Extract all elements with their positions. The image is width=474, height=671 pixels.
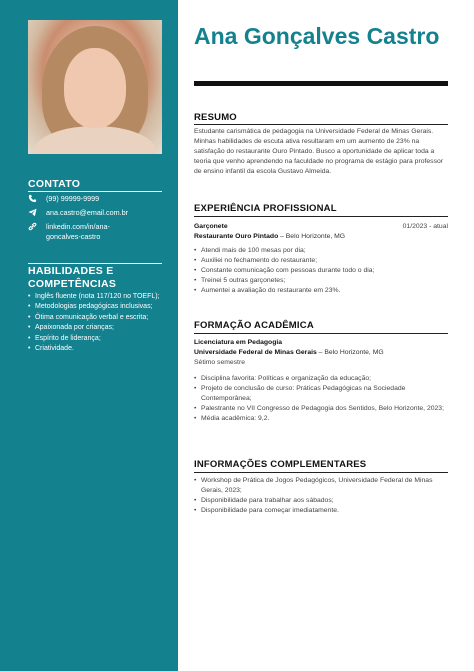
list-item: • Criatividade. xyxy=(28,344,173,354)
skills-title: HABILIDADES E COMPETÊNCIAS xyxy=(28,265,117,290)
section-divider xyxy=(194,333,448,334)
list-item: • Disponibilidade para trabalhar aos sábados; xyxy=(194,496,448,506)
contact-email[interactable] xyxy=(28,208,168,218)
list-item: • Disponibilidade para começar imediatamente. xyxy=(194,506,448,516)
section-title-complementares: INFORMAÇÕES COMPLEMENTARES xyxy=(194,459,367,470)
contact-phone xyxy=(28,194,168,204)
list-item: • Ótima comunicação verbal e escrita; xyxy=(28,313,173,323)
resumo-text: Estudante carismática de pedagogia na Universidade Federal de Minas Gerais. Minhas habilidades de escuta ativa resultaram em um aumento de 23% na satisfação do restaurante Ouro Pintado. Busco a oportunidade de aplicar toda a teoria que venho aprendendo na faculdade no programa de estágio para professor de ensino infantil da escola Gustavo Almeida. xyxy=(194,128,444,175)
list-item: • Apaixonada por crianças; xyxy=(28,323,173,333)
list-item: • Atendi mais de 100 mesas por dia; xyxy=(194,246,448,256)
candidate-name: Ana Gonçalves Castro xyxy=(194,23,440,49)
complementary-bullets xyxy=(194,476,448,516)
section-divider xyxy=(194,216,448,217)
contact-title: CONTATO xyxy=(28,178,81,190)
experience-bullets xyxy=(194,246,448,296)
contact-linkedin-text[interactable]: linkedin.com/in/ana-goncalves-castro xyxy=(46,222,110,241)
skills-list xyxy=(28,292,173,354)
list-item: • Espírito de liderança; xyxy=(28,334,173,344)
list-item: • Média acadêmica: 9,2. xyxy=(194,414,448,424)
semester: Sétimo semestre xyxy=(194,359,245,366)
list-item: • Treinei 5 outras garçonetes; xyxy=(194,276,448,286)
list-item: • Palestrante no VII Congresso de Pedagogia dos Sentidos, Belo Horizonte, 2023; xyxy=(194,404,448,414)
list-item: • Workshop de Prática de Jogos Pedagógicos, Universidade Federal de Minas Gerais, 2023; xyxy=(194,476,448,496)
contact-linkedin[interactable] xyxy=(28,222,168,242)
contact-email-text[interactable]: ana.castro@email.com.br xyxy=(46,208,128,217)
section-title-resumo: RESUMO xyxy=(194,112,237,123)
degree: Licenciatura em Pedagogia xyxy=(194,339,283,346)
list-item: • Metodologias pedagógicas inclusivas; xyxy=(28,302,173,312)
section-title-formacao: FORMAÇÃO ACADÊMICA xyxy=(194,320,314,331)
sidebar xyxy=(0,0,178,671)
link-icon xyxy=(28,222,40,231)
paper-plane-icon xyxy=(28,208,40,217)
list-item: • Inglês fluente (nota 117/120 no TOEFL); xyxy=(28,292,173,302)
school: Universidade Federal de Minas Gerais – Belo Horizonte, MG xyxy=(194,349,384,356)
name-underline xyxy=(194,81,448,86)
contact-phone-text: (99) 99999-9999 xyxy=(46,194,100,203)
list-item: • Constante comunicação com pessoas durante todo o dia; xyxy=(194,266,448,276)
job-employer: Restaurante Ouro Pintado – Belo Horizonte, MG xyxy=(194,233,346,240)
list-item: • Disciplina favorita: Políticas e organização da educação; xyxy=(194,374,448,384)
list-item: • Auxiliei no fechamento do restaurante; xyxy=(194,256,448,266)
job-role: Garçonete xyxy=(194,223,228,230)
contact-divider xyxy=(28,191,162,192)
education-bullets xyxy=(194,374,448,424)
section-divider xyxy=(194,124,448,125)
list-item: • Aumentei a avaliação do restaurante em 23%. xyxy=(194,286,448,296)
list-item: • Projeto de conclusão de curso: Práticas Pedagógicas na Sociedade Contemporânea; xyxy=(194,384,448,404)
section-title-experiencia: EXPERIÊNCIA PROFISSIONAL xyxy=(194,203,337,214)
profile-photo xyxy=(28,20,162,154)
section-divider xyxy=(194,472,448,473)
phone-icon xyxy=(28,194,40,203)
job-date: 01/2023 - atual xyxy=(402,223,448,230)
skills-divider xyxy=(28,263,162,264)
